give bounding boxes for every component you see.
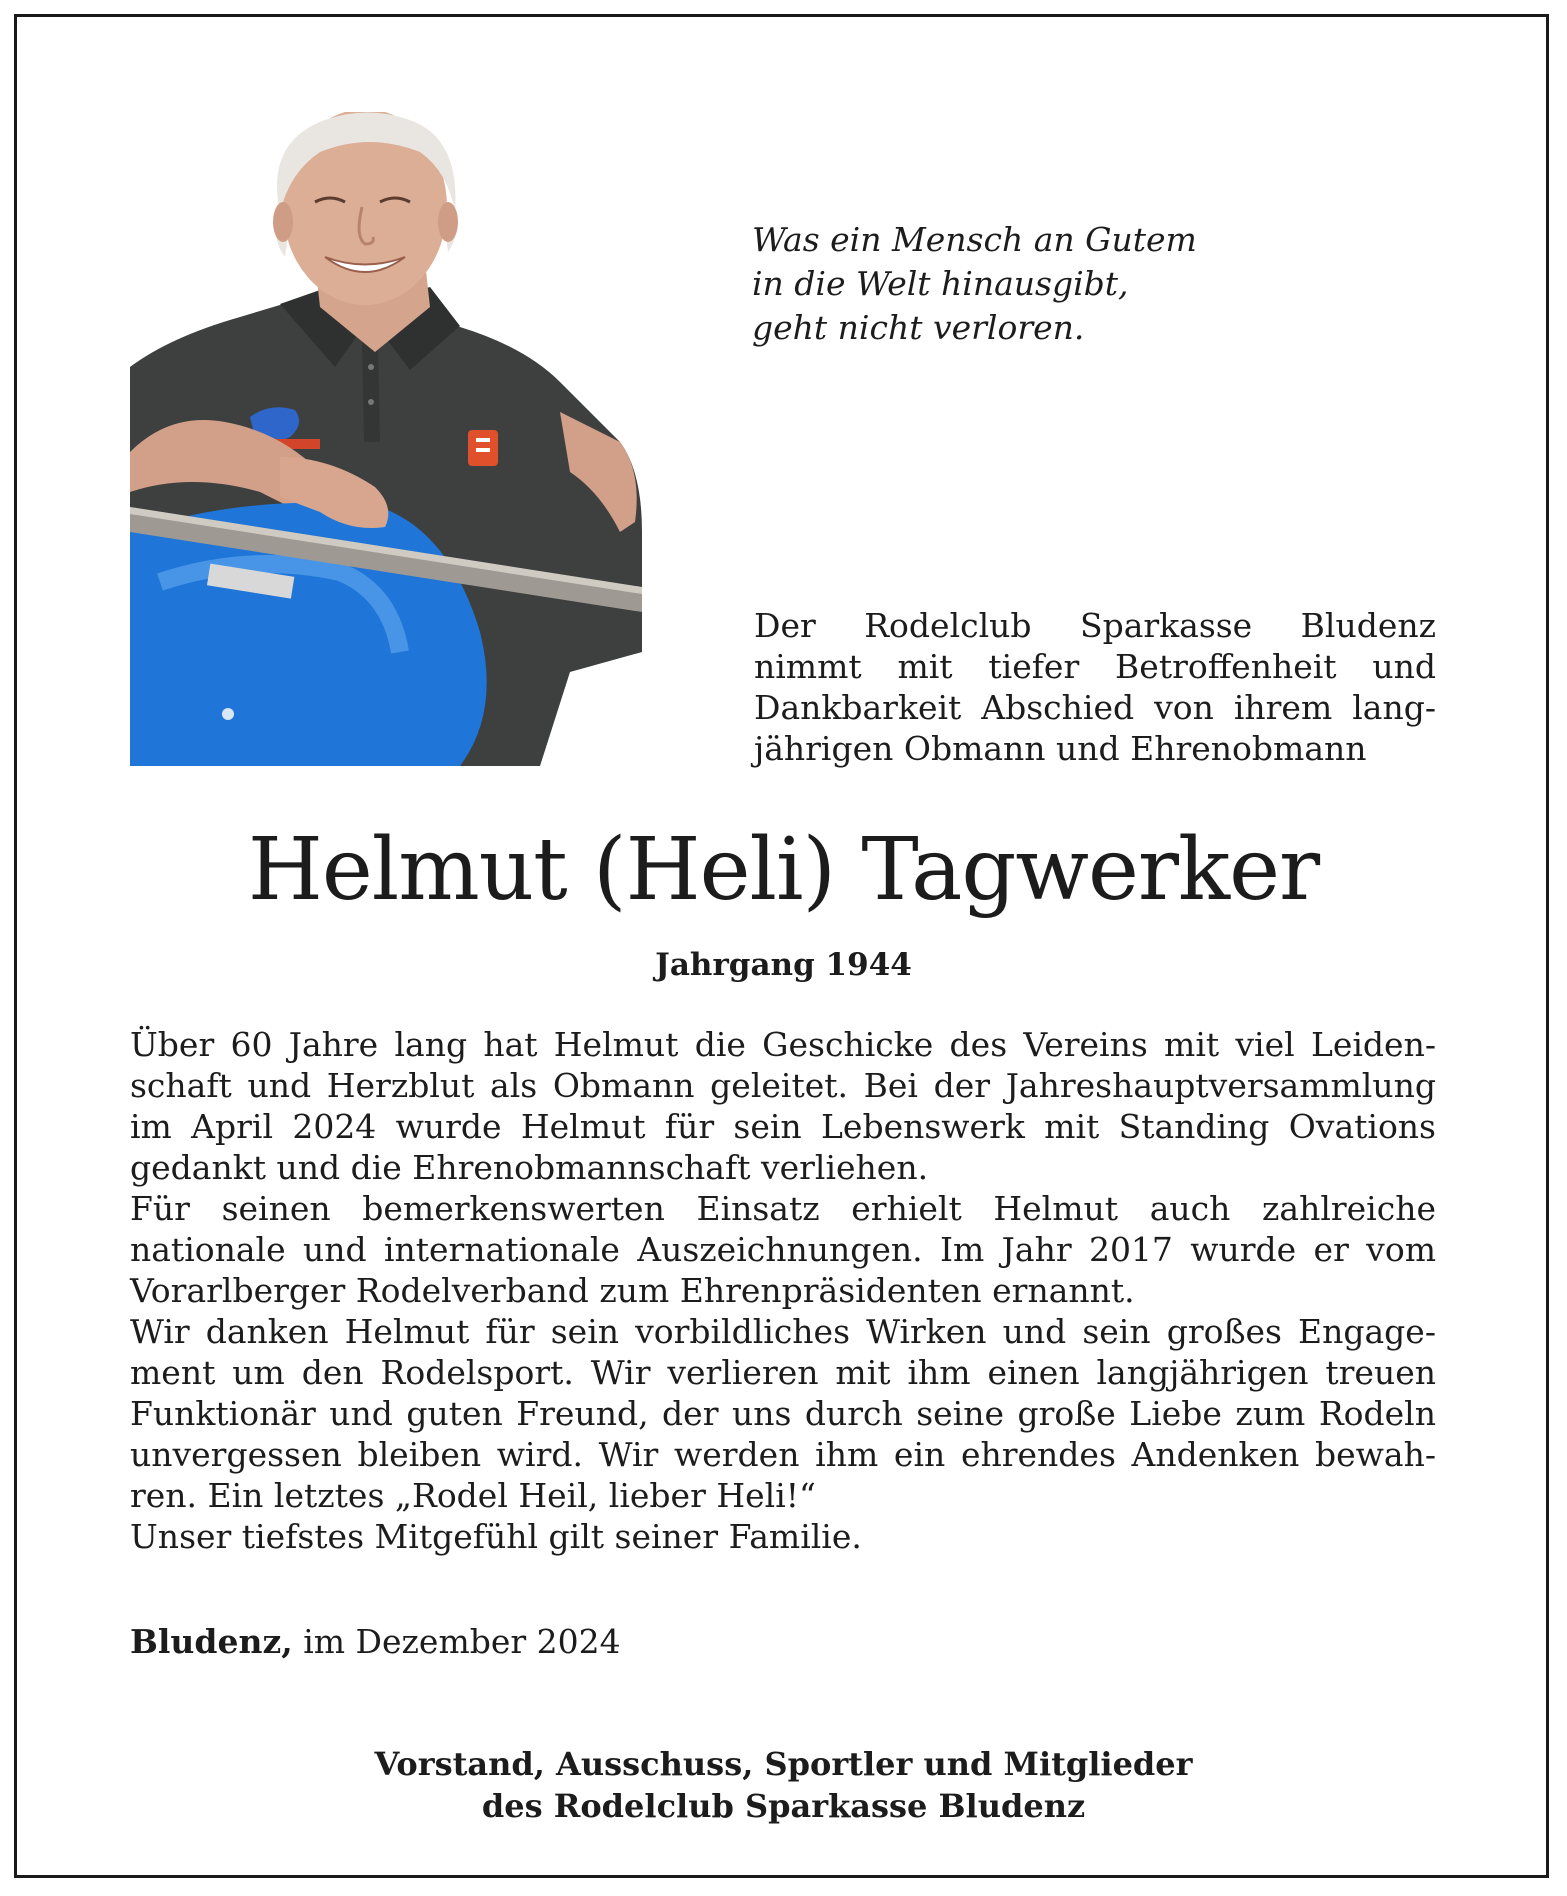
intro-line: jährigen Obmann und Ehrenobmann [754, 729, 1367, 768]
signature [0, 1743, 1567, 1827]
body-line: Funktionär und guten Freund, der uns durch seine große Liebe zum Rodeln [130, 1394, 1436, 1433]
intro-text [754, 605, 1436, 769]
place: Bludenz, [130, 1622, 293, 1661]
body-line: nationale und internationale Auszeichnungen. Im Jahr 2017 wurde er vom [130, 1230, 1436, 1269]
body-line: Wir danken Helmut für sein vorbildliches Wirken und sein großes Engage- [130, 1312, 1436, 1351]
birth-year: Jahrgang 1944 [655, 947, 912, 983]
body-line: schaft und Herzblut als Obmann geleitet. Bei der Jahreshauptversammlung [130, 1066, 1436, 1105]
body-line: im April 2024 wurde Helmut für sein Lebenswerk mit Standing Ovations [130, 1107, 1436, 1146]
signature-line: Vorstand, Ausschuss, Sportler und Mitglieder [374, 1745, 1193, 1783]
intro-line: nimmt mit tiefer Betroffenheit und [754, 647, 1436, 686]
memorial-quote [752, 218, 1272, 350]
deceased-name: Helmut (Heli) Tagwerker [247, 820, 1320, 920]
body-line: Vorarlberger Rodelverband zum Ehrenpräsidenten ernannt. [130, 1271, 1135, 1310]
obituary-body [130, 1024, 1436, 1557]
quote-line: geht nicht verloren. [752, 308, 1085, 347]
quote-line: in die Welt hinausgibt, [752, 264, 1129, 303]
body-line: unvergessen bleiben wird. Wir werden ihm ein ehrendes Andenken bewah- [130, 1435, 1436, 1474]
body-line: Über 60 Jahre lang hat Helmut die Geschicke des Vereins mit viel Leiden- [130, 1025, 1436, 1064]
intro-line: Der Rodelclub Sparkasse Bludenz [754, 606, 1436, 645]
body-line: Für seinen bemerkenswerten Einsatz erhielt Helmut auch zahlreiche [130, 1189, 1436, 1228]
quote-line: Was ein Mensch an Gutem [752, 220, 1197, 259]
body-line: ment um den Rodelsport. Wir verlieren mit ihm einen langjährigen treuen [130, 1353, 1436, 1392]
intro-line: Dankbarkeit Abschied von ihrem lang- [754, 688, 1436, 727]
place-date [130, 1621, 621, 1663]
portrait-photo [130, 112, 642, 766]
body-line: ren. Ein letztes „Rodel Heil, lieber Heli!“ [130, 1476, 816, 1515]
date: im Dezember 2024 [303, 1622, 621, 1661]
body-line: Unser tiefstes Mitgefühl gilt seiner Familie. [130, 1517, 862, 1556]
signature-line: des Rodelclub Sparkasse Bludenz [481, 1787, 1086, 1825]
body-line: gedankt und die Ehrenobmannschaft verliehen. [130, 1148, 929, 1187]
